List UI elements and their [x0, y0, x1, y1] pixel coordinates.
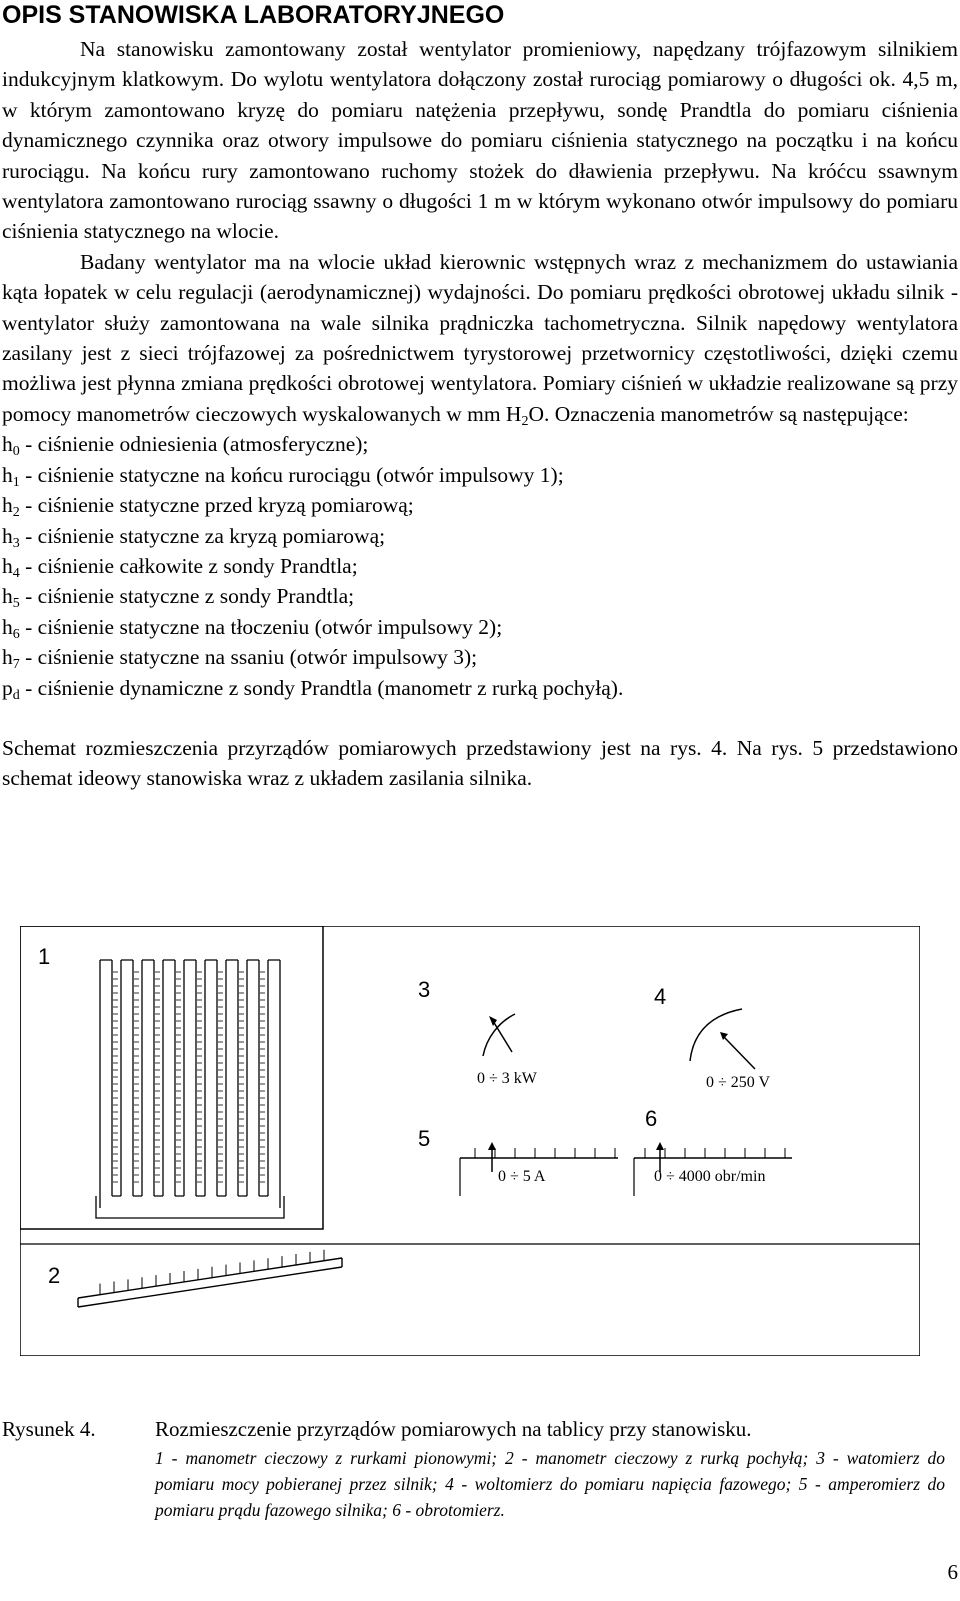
manometer-item: $h_3$ - ciśnienie statyczne za kryzą pomiarową;	[2, 523, 386, 551]
manometer-list	[2, 429, 958, 703]
label-4: 4	[654, 984, 667, 1009]
water-unit-o: O.	[528, 401, 550, 426]
paragraph-description: Na stanowisku zamontowany został wentylator promieniowy, napędzany trójfazowym silnikiem indukcyjnym klatkowym. Do wylotu wentylatora dołączony został rurociąg pomiarowy o długości ok. 4,5 m, w którym zamontowano kryzę do pomiaru natężenia przepływu, sondę Prandtla do pomiaru ciśnienia dynamicznego czynnika oraz otwory impulsowe do pomiaru ciśnienia statycznego na początku i na końcu rurociągu. Na końcu rury zamontowano ruchomy stożek do dławienia przepływu. Na króćcu ssawnym wentylatora zamontowano rurociąg ssawny o długości 1 m w którym wykonano otwór impulsowy do pomiaru ciśnienia statycznego na wlocie.	[2, 37, 958, 244]
vertical-tube-manometer	[96, 960, 284, 1218]
wattmeter-needle	[493, 1021, 512, 1052]
instrument-panel-figure	[20, 926, 920, 1356]
page-heading: OPIS STANOWISKA LABORATORYJNEGO	[2, 1, 505, 29]
manometer-item: $p_d$ - ciśnienie dynamiczne z sondy Prandtla (manometr z rurką pochyłą).	[2, 675, 624, 703]
manometer-item: $h_6$ - ciśnienie statyczne na tłoczeniu (otwór impulsowy 2);	[2, 614, 503, 642]
voltmeter-scale-arc	[690, 1009, 742, 1061]
caption-label: Rysunek 4.	[2, 1417, 96, 1441]
manometer-1-frame	[20, 926, 323, 1229]
instrument-panel-diagram	[20, 926, 920, 1356]
label-3: 3	[418, 977, 431, 1002]
water-unit-sub: 2	[521, 413, 529, 429]
paragraph-schema: Schemat rozmieszczenia przyrządów pomiarowych przedstawiony jest na rys. 4. Na rys. 5 przedstawiono schemat ideowy stanowiska wraz z układem zasilania silnika.	[2, 735, 958, 791]
manometer-item: $h_2$ - ciśnienie statyczne przed kryzą pomiarową;	[2, 493, 414, 521]
range-3: 0 ÷ 3 kW	[477, 1070, 537, 1087]
caption-description: 1 - manometr cieczowy z rurkami pionowymi; 2 - manometr cieczowy z rurką pochyłą; 3 - watomierz do pomiaru mocy pobieranej przez silnik; 4 - woltomierz do pomiaru napięcia fazowego; 5 - amperomierz do pomiaru prądu fazowego silnika; 6 - obrotomierz.	[155, 1448, 945, 1520]
water-unit-h: H	[505, 401, 522, 426]
range-5: 0 ÷ 5 A	[498, 1168, 546, 1185]
range-4: 0 ÷ 250 V	[706, 1074, 771, 1091]
panel-border	[20, 926, 920, 1356]
manometer-item: $h_7$ - ciśnienie statyczne na ssaniu (otwór impulsowy 3);	[2, 645, 478, 673]
paragraph-fan-end: Oznaczenia manometrów są następujące:	[554, 401, 909, 426]
manometer-item: $h_4$ - ciśnienie całkowite z sondy Prandtla;	[2, 553, 358, 581]
manometer-item: $h_0$ - ciśnienie odniesienia (atmosferyczne);	[2, 432, 369, 460]
ammeter-5	[418, 1126, 618, 1196]
paragraph-fan	[2, 247, 958, 429]
label-1: 1	[38, 944, 51, 969]
page-number: 6	[947, 1560, 958, 1584]
body-text	[2, 34, 958, 794]
voltmeter-4	[654, 984, 798, 1092]
water-unit	[505, 401, 550, 429]
manometer-item: $h_1$ - ciśnienie statyczne na końcu rurociągu (otwór impulsowy 1);	[2, 462, 564, 490]
label-2: 2	[48, 1263, 61, 1288]
wattmeter-3	[418, 977, 558, 1092]
range-6: 0 ÷ 4000 obr/min	[654, 1168, 766, 1185]
paragraph-fan-text: Badany wentylator ma na wlocie układ kierownic wstępnych wraz z mechanizmem do ustawiania kąta łopatek w celu regulacji (aerodynamicznej) wydajności. Do pomiaru prędkości obrotowej układu silnik - wentylator służy zamontowana na wale silnika prądniczka tachometryczna. Silnik napędowy wentylatora zasilany jest z sieci trójfazowej za pośrednictwem tyrystorowej przetwornicy częstotliwości, dzięki czemu możliwa jest płynna zmiana prędkości obrotowej wentylatora. Pomiary ciśnień w układzie realizowane są przy pomocy manometrów cieczowych wyskalowanych w mm	[2, 249, 958, 426]
caption-title: Rozmieszczenie przyrządów pomiarowych na tablicy przy stanowisku.	[155, 1417, 752, 1441]
inclined-tube-manometer	[78, 1250, 342, 1307]
label-6: 6	[645, 1106, 658, 1131]
label-5: 5	[418, 1126, 431, 1151]
manometer-item: $h_5$ - ciśnienie statyczne z sondy Prandtla;	[2, 584, 355, 612]
tachometer-6	[634, 1106, 792, 1196]
voltmeter-needle	[724, 1037, 755, 1069]
